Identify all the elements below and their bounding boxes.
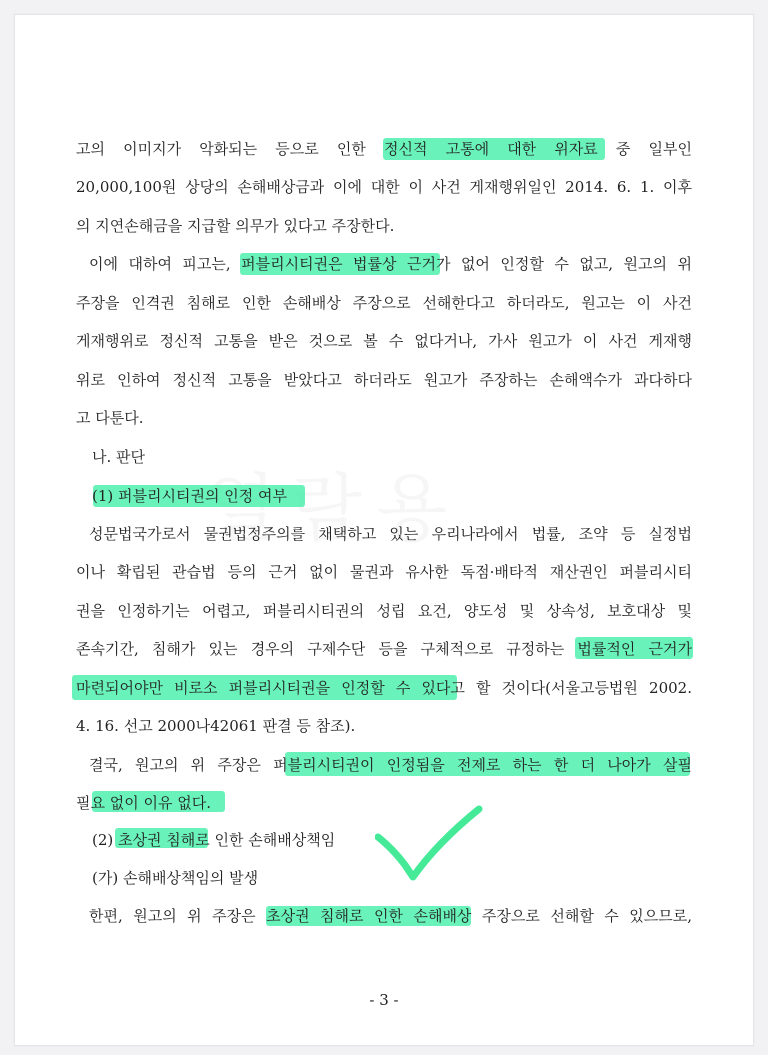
body-line: 권을 인정하기는 어렵고, 퍼블리시티권의 성립 요건, 양도성 및 상속성, 보호대상 및 [76, 602, 692, 620]
body-line: 성문법국가로서 물권법정주의를 채택하고 있는 우리나라에서 법률, 조약 등 실정법 [89, 525, 692, 543]
body-line: 게재행위로 정신적 고통을 받은 것으로 볼 수 없다거나, 가사 원고가 이 사건 게재행 [76, 332, 692, 350]
body-line: 고 다툰다. [76, 409, 144, 427]
body-line: 결국, 원고의 위 주장은 퍼블리시티권이 인정됨을 전제로 하는 한 더 나아가 살필 [89, 756, 692, 774]
subsection-heading: (가) 손해배상책임의 발생 [92, 869, 259, 887]
body-line: 고의 이미지가 악화되는 등으로 인한 정신적 고통에 대한 위자료 중 일부인 [76, 140, 692, 158]
body-line: 20,000,100원 상당의 손해배상금과 이에 대한 이 사건 게재행위일인 2014. 6. 1. 이후 [76, 178, 692, 196]
document-page [14, 14, 754, 1046]
page-number: - 3 - [369, 991, 399, 1009]
body-line: 4. 16. 선고 2000나42061 판결 등 참조). [76, 717, 356, 735]
body-line: 필요 없이 이유 없다. [76, 794, 211, 812]
body-line: 주장을 인격권 침해로 인한 손해배상 주장으로 선해한다고 하더라도, 원고는 이 사건 [76, 294, 692, 312]
subsection-heading: (1) 퍼블리시티권의 인정 여부 [92, 487, 287, 505]
body-line: 의 지연손해금을 지급할 의무가 있다고 주장한다. [76, 217, 395, 235]
body-line: 이에 대하여 피고는, 퍼블리시티권은 법률상 근거가 없어 인정할 수 없고, 원고의 위 [89, 255, 692, 273]
body-line: 이나 확립된 관습법 등의 근거 없이 물권과 유사한 독점·배타적 재산권인 퍼블리시티 [76, 563, 692, 581]
body-line: 존속기간, 침해가 있는 경우의 구제수단 등을 구체적으로 규정하는 법률적인 근거가 [76, 640, 692, 658]
body-line: 마련되어야만 비로소 퍼블리시티권을 인정할 수 있다고 할 것이다(서울고등법원 2002. [76, 679, 692, 697]
subsection-heading: (2) 초상권 침해로 인한 손해배상책임 [92, 831, 336, 849]
body-line: 한편, 원고의 위 주장은 초상권 침해로 인한 손해배상 주장으로 선해할 수 있으므로, [89, 907, 692, 925]
body-line: 위로 인하여 정신적 고통을 받았다고 하더라도 원고가 주장하는 손해액수가 과다하다 [76, 371, 692, 389]
section-heading: 나. 판단 [92, 448, 146, 466]
